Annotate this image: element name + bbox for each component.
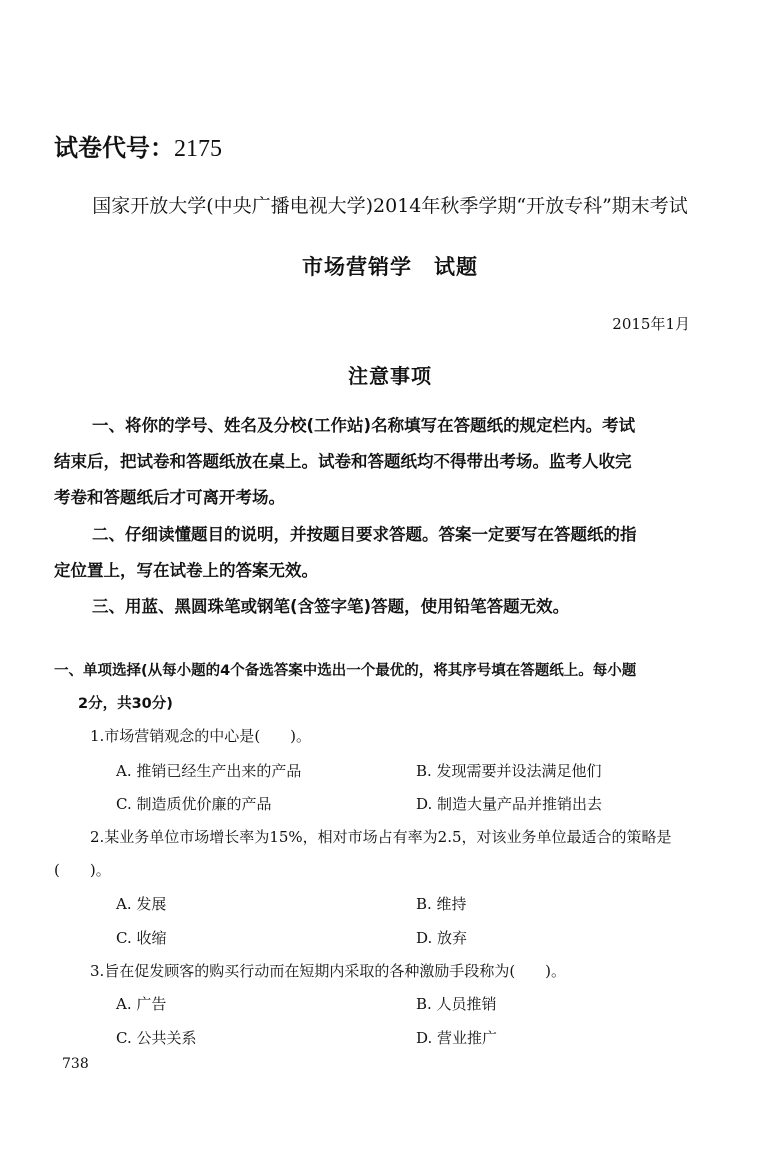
option-b: B. 维持 <box>416 895 467 913</box>
exam-code <box>54 128 222 163</box>
section-title: 一、单项选择(从每小题的4个备选答案中选出一个最优的，将其序号填在答题纸上。每小题 <box>54 663 637 679</box>
option-d: D. 放弃 <box>416 929 468 947</box>
question-stem: 2.某业务单位市场增长率为15%，相对市场占有率为2.5，对该业务单位最适合的策略是 <box>90 828 672 846</box>
exam-code-label: 试卷代号： <box>54 134 174 162</box>
exam-date: 2015年1月 <box>612 315 690 333</box>
option-c: C. 收缩 <box>116 929 167 947</box>
option-b: B. 人员推销 <box>416 995 497 1013</box>
page-number: 738 <box>62 1056 89 1072</box>
option-c: C. 制造质优价廉的产品 <box>116 795 272 813</box>
option-a: A. 推销已经生产出来的产品 <box>116 762 302 780</box>
option-a: A. 发展 <box>116 895 167 913</box>
notice-line: 二、仔细读懂题目的说明，并按题目要求答题。答案一定要写在答题纸的指 <box>92 525 637 544</box>
question-stem-continued: ( )。 <box>54 861 111 879</box>
subject-title: 市场营销学 试题 <box>302 254 478 279</box>
notice-line: 结束后，把试卷和答题纸放在桌上。试卷和答题纸均不得带出考场。监考人收完 <box>54 452 632 471</box>
exam-title: 国家开放大学(中央广播电视大学)2014年秋季学期“开放专科”期末考试 <box>92 195 688 217</box>
question-stem: 1.市场营销观念的中心是( )。 <box>90 727 312 745</box>
section-title-continued: 2分，共30分) <box>78 696 173 712</box>
option-d: D. 营业推广 <box>416 1029 498 1047</box>
notice-line: 定位置上，写在试卷上的答案无效。 <box>54 561 318 580</box>
notice-title: 注意事项 <box>348 364 432 388</box>
notice-line: 三、用蓝、黑圆珠笔或钢笔(含签字笔)答题，使用铅笔答题无效。 <box>92 597 570 616</box>
exam-code-value: 2175 <box>174 136 222 162</box>
option-d: D. 制造大量产品并推销出去 <box>416 795 603 813</box>
option-b: B. 发现需要并设法满足他们 <box>416 762 602 780</box>
notice-line: 考卷和答题纸后才可离开考场。 <box>54 488 285 507</box>
question-stem: 3.旨在促发顾客的购买行动而在短期内采取的各种激励手段称为( )。 <box>90 962 567 980</box>
notice-line: 一、将你的学号、姓名及分校(工作站)名称填写在答题纸的规定栏内。考试 <box>92 416 636 435</box>
option-a: A. 广告 <box>116 995 167 1013</box>
option-c: C. 公共关系 <box>116 1029 197 1047</box>
